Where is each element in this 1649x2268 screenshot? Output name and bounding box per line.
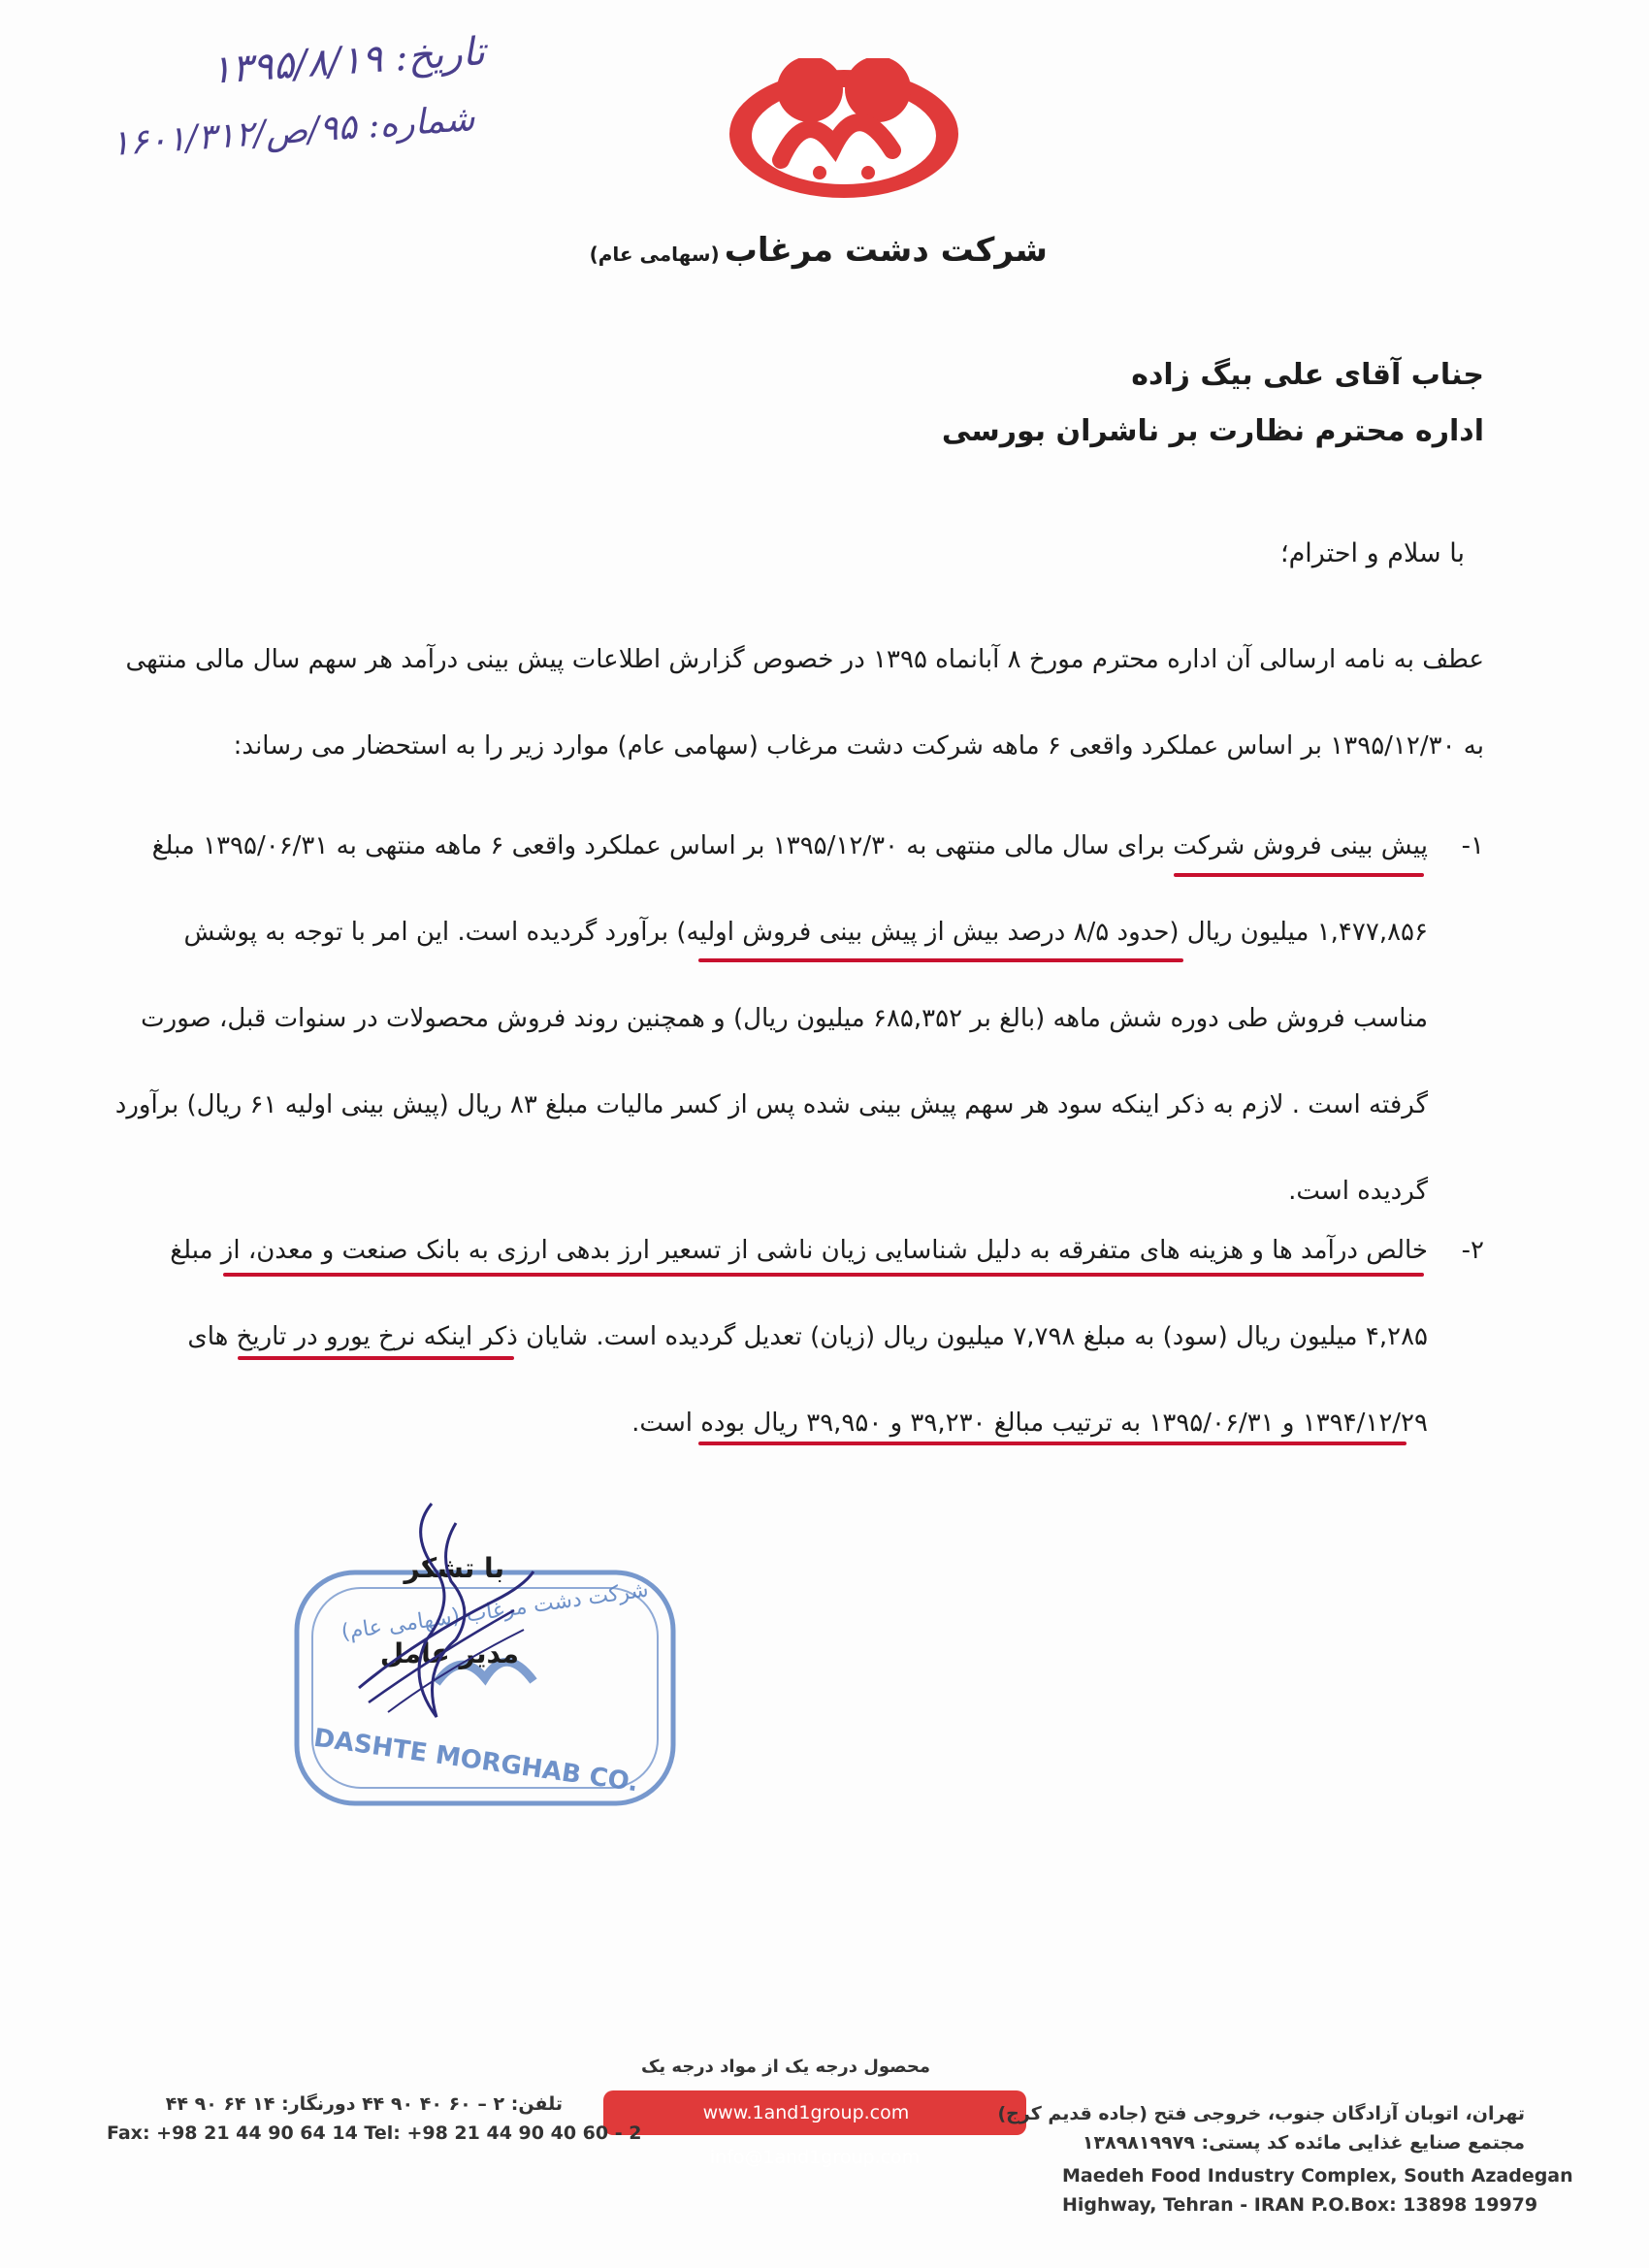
intro-line: عطف به نامه ارسالی آن اداره محترم مورخ ۸ آبانماه ۱۳۹۵ در خصوص گزارش اطلاعات پیش بینی درآمد هر سهم سال مالی منتهی bbox=[125, 645, 1484, 674]
addressee-block bbox=[611, 347, 1484, 460]
email-link[interactable]: info@1and1group.com bbox=[709, 2147, 921, 2168]
intro-paragraph bbox=[125, 617, 1484, 790]
item1-line: مناسب فروش طی دوره شش ماهه (بالغ بر ۶۸۵,۳۵۲ میلیون ریال) و همچنین روند فروش محصولات در سنوات قبل، صورت bbox=[141, 1004, 1428, 1033]
company-name-line bbox=[590, 231, 1048, 270]
item1-line: گردیده است. bbox=[1288, 1177, 1428, 1206]
product-note: محصول درجه یک از مواد درجه یک bbox=[640, 2057, 931, 2077]
handwritten-date: تاریخ: ۱۳۹۵/۸/۱۹ bbox=[209, 29, 487, 93]
addressee-name: جناب آقای علی بیگ زاده bbox=[1131, 358, 1484, 392]
company-name: شرکت دشت مرغاب bbox=[724, 231, 1048, 270]
company-logo bbox=[723, 58, 965, 204]
footer-address-en1: Maedeh Food Industry Complex, South Azadegan bbox=[1062, 2165, 1573, 2187]
stamp-persian-text: شرکت دشت مرغاب (سهامی عام) bbox=[340, 1577, 651, 1645]
item1-line: گرفته است . لازم به ذکر اینکه سود هر سهم پیش بینی شده پس از کسر مالیات مبلغ ۸۳ ریال (پیش بینی اولیه ۶۱ ریال) برآورد bbox=[114, 1090, 1428, 1119]
intro-line: به ۱۳۹۵/۱۲/۳۰ بر اساس عملکرد واقعی ۶ ماهه شرکت دشت مرغاب (سهامی عام) موارد زیر را به استحضار می رساند: bbox=[233, 731, 1484, 761]
item2-line: ۴,۲۸۵ میلیون ریال (سود) به مبلغ ۷,۷۹۸ میلیون ریال (زیان) تعدیل گردیده است. شایان ذکر اینکه نرخ یورو در تاریخ های bbox=[187, 1322, 1428, 1351]
item2-number: ۲- bbox=[1461, 1236, 1484, 1265]
greeting: با سلام و احترام؛ bbox=[1279, 538, 1465, 568]
signatory-title: مدیر عامل bbox=[379, 1637, 519, 1669]
footer-address-fa2: مجتمع صنایع غذایی مائده کد پستی: ۱۳۸۹۸۱۹۹۷۹ bbox=[1082, 2132, 1525, 2154]
company-type: (سهامی عام) bbox=[589, 243, 720, 266]
closing-thanks: با تشکر bbox=[404, 1552, 504, 1584]
handwritten-signature bbox=[330, 1494, 563, 1746]
footer-phone-en: Fax: +98 21 44 90 64 14 Tel: +98 21 44 90 40 60 - 2 bbox=[107, 2122, 642, 2144]
contact-pill bbox=[603, 2090, 1026, 2168]
handwritten-number: شماره: ۹۵/ص/۱۶۰۱/۳۱۲ bbox=[110, 98, 476, 165]
underline-mark bbox=[698, 958, 1183, 962]
stamp-english-text: DASHTE MORGHAB CO. bbox=[311, 1723, 640, 1798]
footer-address-en2: Highway, Tehran - IRAN P.O.Box: 13898 19979 bbox=[1062, 2194, 1538, 2216]
item2-line: خالص درآمد ها و هزینه های متفرقه به دلیل شناسایی زیان ناشی از تسعیر ارز بدهی ارزی به بانک صنعت و معدن، از مبلغ bbox=[170, 1236, 1428, 1265]
item2-line: ۱۳۹۴/۱۲/۲۹ و ۱۳۹۵/۰۶/۳۱ به ترتیب مبالغ ۳۹,۲۳۰ و ۳۹,۹۵۰ ریال بوده است. bbox=[631, 1409, 1428, 1438]
item1-number: ۱- bbox=[1461, 831, 1484, 860]
underline-mark bbox=[1174, 873, 1424, 877]
underline-mark bbox=[223, 1273, 1424, 1277]
underline-mark bbox=[698, 1442, 1406, 1445]
item1-line: پیش بینی فروش شرکت برای سال مالی منتهی به ۱۳۹۵/۱۲/۳۰ بر اساس عملکرد واقعی ۶ ماهه منتهی به ۱۳۹۵/۰۶/۳۱ مبلغ bbox=[151, 831, 1428, 860]
website-link[interactable]: www.1and1group.com bbox=[702, 2102, 910, 2123]
addressee-department: اداره محترم نظارت بر ناشران بورسی bbox=[941, 414, 1484, 448]
underline-mark bbox=[238, 1356, 514, 1360]
item1-line: ۱,۴۷۷,۸۵۶ میلیون ریال (حدود ۸/۵ درصد بیش از پیش بینی فروش اولیه) برآورد گردیده است. این امر با توجه به پوشش bbox=[183, 918, 1428, 947]
footer-address-fa1: تهران، اتوبان آزادگان جنوب، خروجی فتح (جاده قدیم کرج) bbox=[997, 2103, 1525, 2124]
footer-phone-fa: تلفن: ۲ – ۶۰ ۴۰ ۹۰ ۴۴ دورنگار: ۱۴ ۶۴ ۹۰ ۴۴ bbox=[165, 2093, 563, 2115]
item1-paragraph bbox=[114, 803, 1428, 1235]
item2-paragraph bbox=[170, 1208, 1428, 1467]
